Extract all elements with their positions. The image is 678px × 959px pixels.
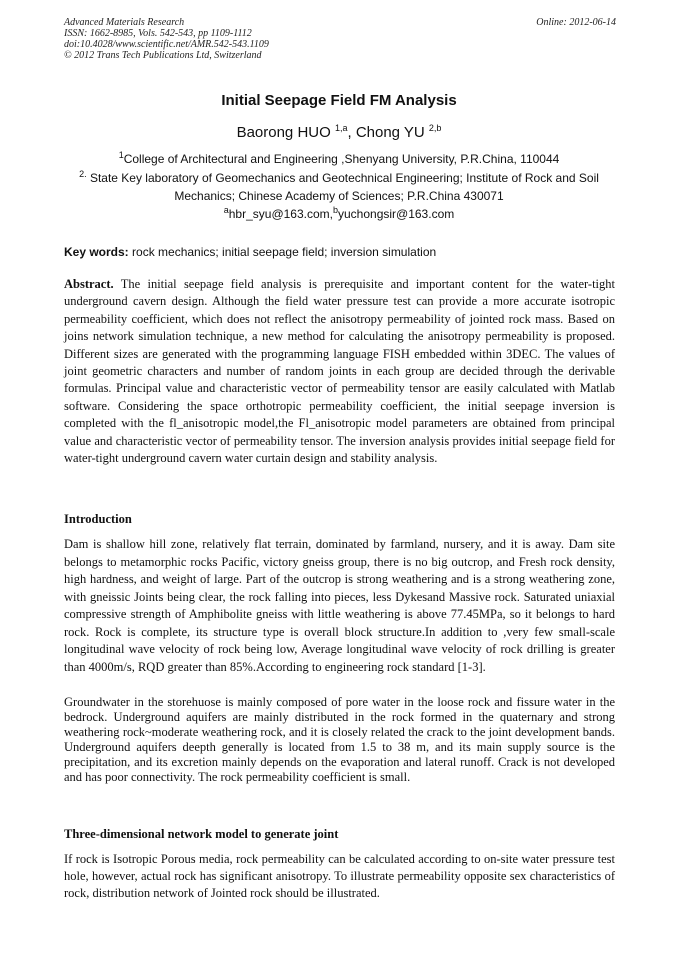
- introduction-paragraph-1: Dam is shallow hill zone, relatively flat terrain, dominated by farmland, nursery, and it is away. Dam site belongs to metamorphic rocks Pacific, victory gneiss group, there is no big outcrop, and Fresh rock density, high hardness, and weight of large. Part of the outcrop is strong weathering and is a strong weathering zone, with gneissic Joints being clear, the rock falling into pieces, less Dykesand Massive rock. Saturated uniaxial compressive strength of Amphibolite gneiss with little weathering is above 77.45MPa, so it belongs to hard rock. Rock is complete, its structure type is overall block structure.In addition to ,very few small-scale longitudinal wave velocity of rock being low, Average longitudinal wave velocity of rock drilling is greater than 4000m/s, RQD greater than 85%.According to engineering rock standard [1-3].: [64, 537, 615, 674]
- affiliation-text: College of Architectural and Engineering ,Shenyang University, P.R.China, 110044: [123, 152, 560, 166]
- author-superscript: 1,a: [334, 123, 348, 133]
- journal-name: Advanced Materials Research: [64, 17, 185, 28]
- author-superscript: 2,b: [428, 123, 442, 133]
- email-superscript: a: [223, 205, 229, 215]
- affiliation-text: Mechanics; Chinese Academy of Sciences; P.R.China 430071: [174, 189, 504, 203]
- paper-title: Initial Seepage Field FM Analysis: [221, 92, 457, 109]
- copyright-line: © 2012 Trans Tech Publications Ltd, Switzerland: [64, 50, 262, 61]
- section-heading: Three-dimensional network model to generate joint: [64, 827, 339, 841]
- affiliation-2-continued: [0, 189, 678, 203]
- affiliation-2: [0, 171, 678, 185]
- issn-line: ISSN: 1662-8985, Vols. 542-543, pp 1109-1112: [64, 28, 252, 39]
- affiliation-superscript: 2.: [79, 169, 87, 179]
- introduction-heading: Introduction: [64, 512, 132, 526]
- doi-line: doi:10.4028/www.scientific.net/AMR.542-543.1109: [64, 39, 269, 50]
- author-name: Baorong HUO: [236, 124, 331, 141]
- affiliation-superscript: 1: [118, 150, 124, 160]
- author-name: Chong YU: [355, 124, 425, 141]
- abstract-text: The initial seepage field analysis is prerequisite and important content for the water-tight underground cavern design. Although the field water pressure test can provide a more accurate isotropic permeability coefficient, which does not reflect the anisotropy permeability of jointed rock mass. Based on joins network simulation technique, a new method for calculating the anisotropy permeability is proposed. Different sizes are generated with the programming language FISH embedded within 3DEC. The values of joint geometric characters and number of random joints in each group are decided through the derivable formulas. Principal value and characteristic vector of permeability tensor are easily calculated with Matlab software. Considering the space orthotropic permeability coefficient, the initial seepage inversion is completed with the fl_anisotropic model,the Fl_anisotropic model parameters are obtained from principal value and characteristic vector of permeability tensor. The inversion analysis provides initial seepage field for water-tight underground cavern water curtain design and stability analysis.: [64, 277, 615, 466]
- keywords-text: rock mechanics; initial seepage field; inversion simulation: [128, 245, 437, 259]
- abstract-label: Abstract.: [64, 277, 114, 291]
- author-separator: ,: [347, 124, 356, 141]
- introduction-paragraph-2: Groundwater in the storehuose is mainly composed of pore water in the loose rock and fissure water in the bedrock. Underground aquifers are mainly distributed in the rock formed in the quaternary and strong weathering rock~moderate weathering rock, and it is closely related the crack to the joint development bands. Underground aquifers deepth generally is located from 1.5 to 38 m, and its main supply source is the precipitation, and its excretion mainly depends on the evaporation and lateral runoff. Crack is not developed and has poor connectivity. The rock permeability coefficient is small.: [64, 695, 615, 785]
- author-emails: [0, 207, 678, 221]
- affiliation-1: [0, 152, 678, 166]
- online-date: Online: 2012-06-14: [536, 17, 616, 28]
- email-link[interactable]: yuchongsir@163.com: [338, 207, 455, 221]
- email-superscript: b: [332, 205, 338, 215]
- email-link[interactable]: hbr_syu@163.com,: [228, 207, 333, 221]
- journal-header: [64, 17, 616, 61]
- keywords-line: [64, 245, 616, 259]
- keywords-label: Key words:: [64, 245, 129, 259]
- author-list: [0, 124, 678, 141]
- section-paragraph: If rock is Isotropic Porous media, rock permeability can be calculated according to on-site water pressure test hole, however, actual rock has significant anisotropy. To illustrate permeability opposite sex characteristics of rock, distribution network of Jointed rock should be illustrated.: [64, 852, 615, 900]
- affiliation-text: State Key laboratory of Geomechanics and Geotechnical Engineering; Institute of Rock and Soil: [89, 171, 599, 185]
- abstract-paragraph: [64, 276, 615, 467]
